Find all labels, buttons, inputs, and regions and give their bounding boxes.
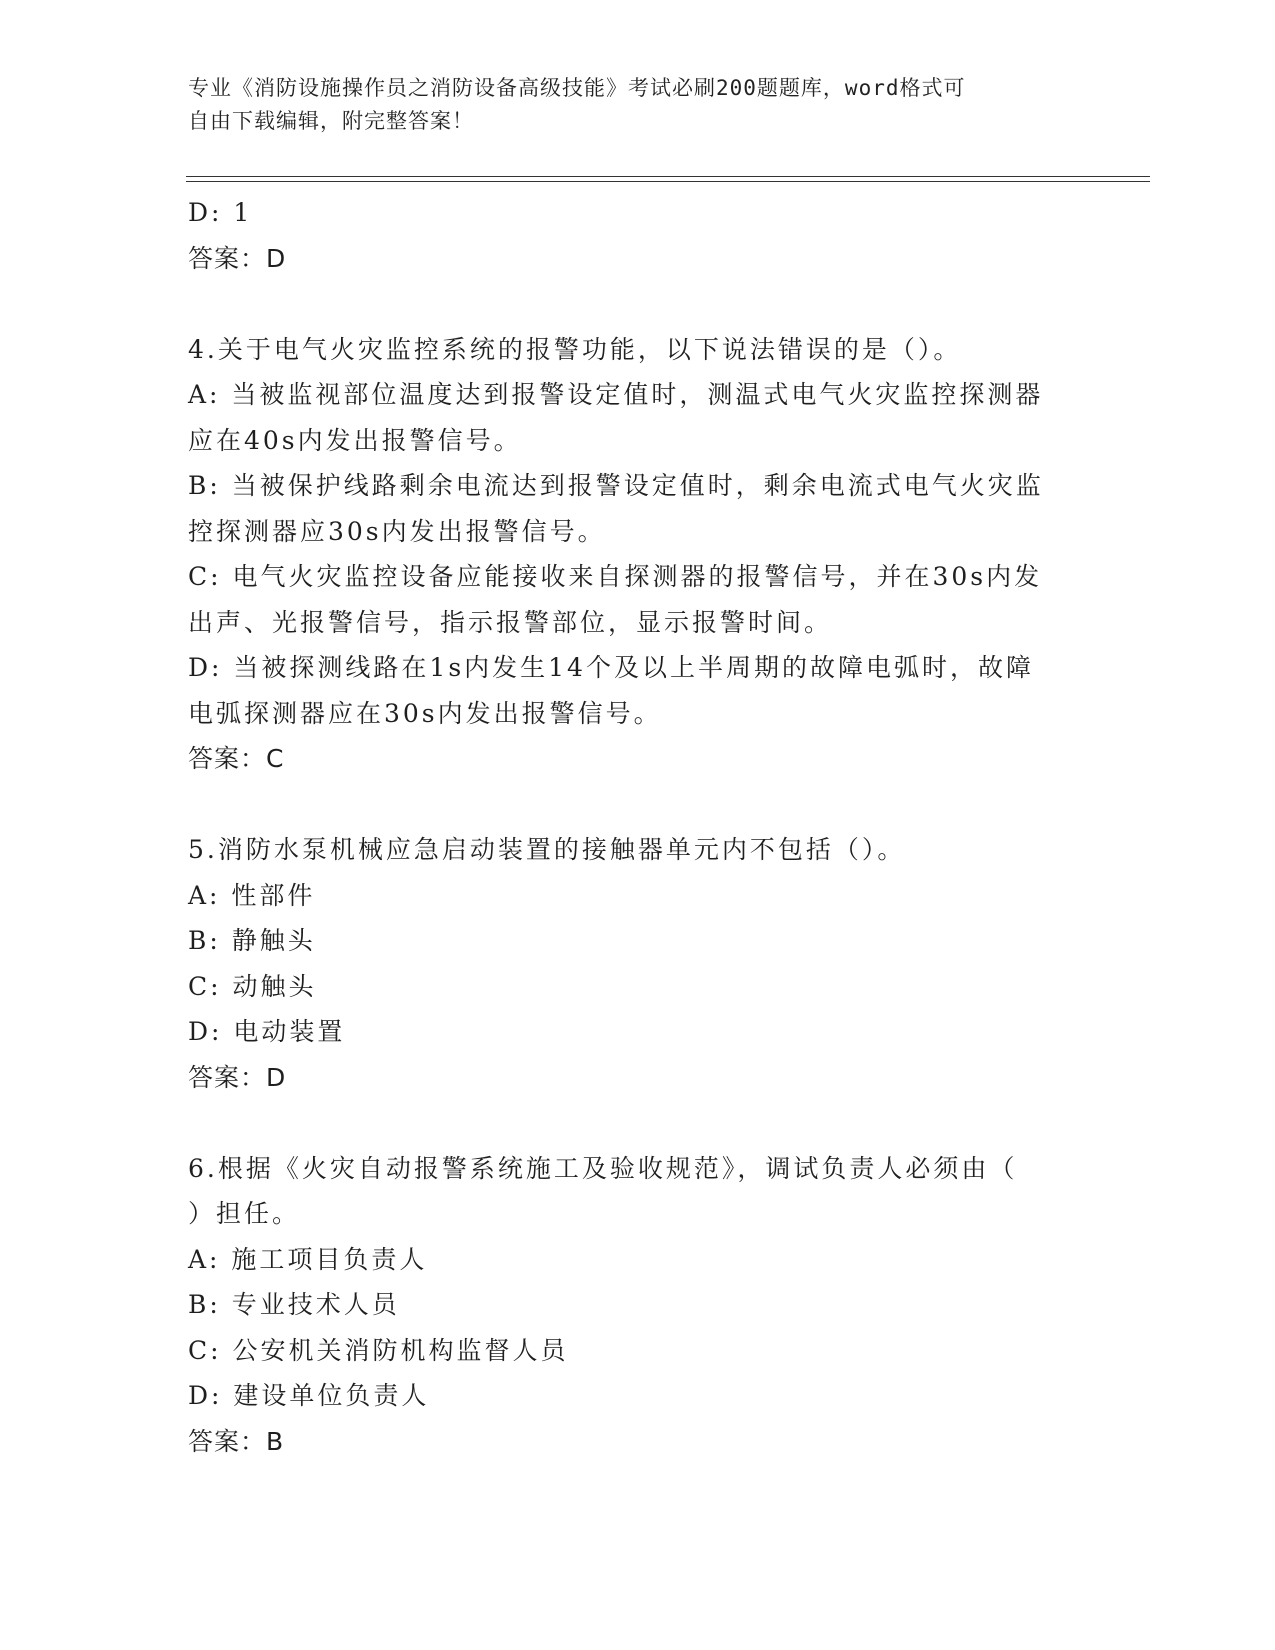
spacer (188, 782, 1078, 828)
option-c-line-1: C: 电气火灾监控设备应能接收来自探测器的报警信号，并在30s内发 (188, 562, 1043, 591)
option-b-line-1: B: 当被保护线路剩余电流达到报警设定值时，剩余电流式电气火灾监 (188, 471, 1044, 500)
question-6 (188, 1146, 1078, 1465)
header-line-2: 自由下载编辑，附完整答案！ (188, 109, 474, 133)
document-body (188, 190, 1078, 1464)
option-a: A: 施工项目负责人 (188, 1244, 428, 1274)
option-b: B: 静触头 (188, 926, 316, 955)
option-d: D: 建设单位负责人 (188, 1381, 430, 1410)
option-a: A: 性部件 (188, 880, 316, 910)
answer: 答案：C (188, 744, 285, 773)
header-line-1: 专业《消防设施操作员之消防设备高级技能》考试必刷200题题库，word格式可 (188, 76, 966, 100)
option-d: D: 电动装置 (188, 1017, 346, 1046)
page-header (188, 72, 1068, 138)
option-c-line-2: 出声、光报警信号，指示报警部位，显示报警时间。 (188, 607, 833, 637)
option-c: C: 动触头 (188, 971, 317, 1001)
prev-answer: 答案：D (188, 243, 287, 273)
question-4 (188, 327, 1078, 782)
option-d-line-2: 电弧探测器应在30s内发出报警信号。 (188, 698, 662, 728)
question-stem-line-2: ）担任。 (188, 1199, 301, 1228)
option-d-line-1: D: 当被探测线路在1s内发生14个及以上半周期的故障电弧时，故障 (188, 653, 1034, 682)
option-b-line-2: 控探测器应30s内发出报警信号。 (188, 516, 606, 546)
spacer (188, 281, 1078, 327)
question-stem-line-1: 6.根据《火灾自动报警系统施工及验收规范》，调试负责人必须由（ (188, 1153, 1018, 1183)
option-a-line-1: A: 当被监视部位温度达到报警设定值时，测温式电气火灾监控探测器 (188, 380, 1044, 409)
question-stem: 4.关于电气火灾监控系统的报警功能，以下说法错误的是（）。 (188, 334, 962, 364)
spacer (188, 1100, 1078, 1146)
option-a-line-2: 应在40s内发出报警信号。 (188, 425, 522, 455)
answer: 答案：D (188, 1062, 287, 1092)
answer: 答案：B (188, 1426, 285, 1456)
option-c: C: 公安机关消防机构监督人员 (188, 1335, 569, 1365)
prev-option-d: D: 1 (188, 198, 253, 227)
question-stem: 5.消防水泵机械应急启动装置的接触器单元内不包括（）。 (188, 835, 906, 864)
header-divider (186, 176, 1150, 182)
option-b: B: 专业技术人员 (188, 1290, 400, 1319)
question-5 (188, 827, 1078, 1100)
